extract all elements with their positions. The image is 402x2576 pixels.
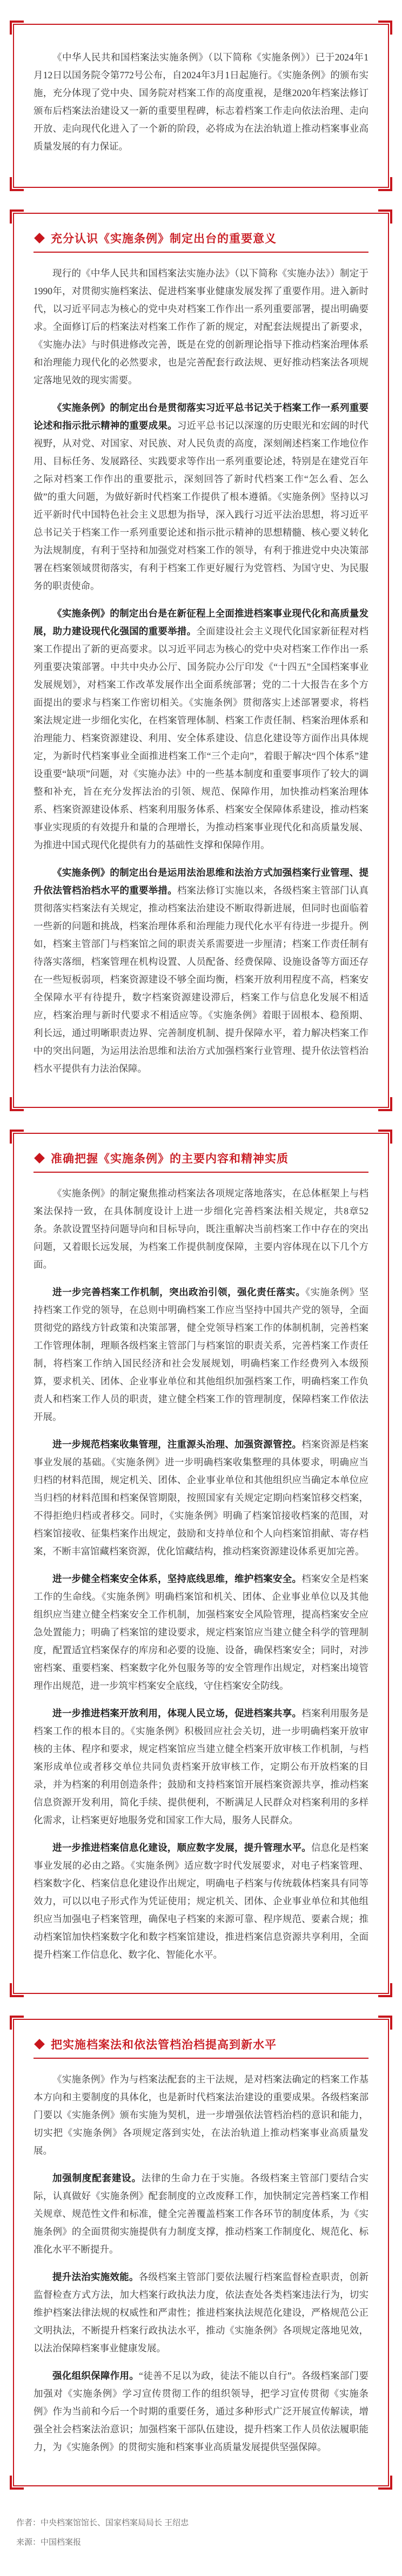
intro-paragraph: 《中华人民共和国档案法实施条例》（以下简称《实施条例》）已于2024年1月12日以国务院令第772号公布，自2024年3月1日起施行。《实施条例》的颁布实施，充分体现了党中央、国务院对档案工作的高度重视，是继2020年档案法修订颁布后档案法治建设又一新的重要里程碑，标志着档案工作走向依法治理、走向开放、走向现代化进入了一个新的阶段，必将成为在法治轨道上推动档案事业高质量发展的有力保证。 — [34, 52, 368, 152]
section-body — [14, 265, 388, 1078]
corner-ornament — [10, 1097, 24, 1111]
paragraph-text: 档案利用服务是档案工作的根本目的。《实施条例》积极回应社会关切，进一步明确档案开放审核的主体、程序和要求，规定档案馆应当建立健全档案开放审核工作机制，与档案形成单位或者移交单位共同负责档案开放审核工作，定期公布开放档案的目录，并为档案的利用创造条件；鼓励和支持档案馆开展档案资源共享，推动档案信息资源开发利用，简化手续、提供便利，不断满足人民群众对档案利用的多样化需求，让档案更好地服务党和国家工作大局，服务人民群众。 — [34, 1708, 368, 1825]
section-body — [14, 2071, 388, 2456]
paragraph-lead: 《实施条例》的制定出台是在新征程上全面推进档案事业现代化和高质量发展，助力建设现代化强国的重要举措。 — [34, 608, 368, 637]
corner-ornament — [10, 1983, 24, 1997]
section-title: 把实施档案法和依法管档治档提高到新水平 — [51, 2039, 277, 2051]
body-paragraph — [34, 864, 368, 1078]
section-title: 充分认识《实施条例》制定出台的重要意义 — [51, 233, 277, 245]
paragraph-text: 档案安全是档案工作的生命线。《实施条例》明确档案馆和机关、团体、企业事业单位以及其他组织应当建立健全档案安全工作机制，加强档案安全风险管理，提高档案安全应急处置能力；明确了档案馆的建设要求，规定档案馆应当建立健全科学的管理制度，配置适宜档案保存的库房和必要的设施、设备，确保档案安全；同时，对涉密档案、重要档案、档案数字化外包服务等的安全管理作出规定，对档案出境管理作出规范，进一步筑牢档案安全底线，守住档案安全防线。 — [34, 1573, 368, 1691]
paragraph-lead: 加强制度配套建设。 — [52, 2173, 142, 2183]
section-frame — [13, 2019, 389, 2486]
section-frame — [13, 1133, 389, 1994]
paragraph-text: 《实施条例》坚持档案工作党的领导，在总则中明确档案工作应当坚持中国共产党的领导，全面贯彻党的路线方针政策和决策部署，健全党领导档案工作的体制机制，完善档案工作管理体制，理顺各级档案主管部门与档案馆的职责关系，完善档案工作责任制，将档案工作纳入国民经济和社会发展规划，明确档案工作经费列入本级预算，要求机关、团体、企业事业单位和其他组织加强档案工作，明确档案工作负责人和档案工作人员的职责，建立健全档案工作的管理制度，保障档案工作依法开展。 — [34, 1287, 368, 1422]
paragraph-lead: 进一步健全档案安全体系，坚持底线思维，维护档案安全。 — [52, 1573, 302, 1584]
paragraph-text: 《实施条例》的制定聚焦推动档案法各项规定落地落实，在总体框架上与档案法保持一致，在具体制度设计上进一步细化完善档案法相关规定，共8章52条。条款设置坚持问题导向和目标导向，既注重解决当前档案工作中存在的突出问题，又着眼长远发展，为档案工作提供制度保障，主要内容体现在以下几个方面。 — [34, 1188, 368, 1270]
corner-ornament — [10, 177, 24, 191]
paragraph-text: “徒善不足以为政，徒法不能以自行”。各级档案部门要加强对《实施条例》学习宣传贯彻工作的组织领导，把学习宣传贯彻《实施条例》作为当前和今后一个时期的重要任务，通过多种形式广泛开展宣传解读，增强全社会档案法治意识；加强档案干部队伍建设，提升档案工作人员依法履职能力，为《实施条例》的贯彻实施和档案事业高质量发展提供坚强保障。 — [34, 2370, 368, 2452]
article-page — [0, 24, 402, 2576]
paragraph-lead: 提升法治实施效能。 — [52, 2271, 139, 2282]
section-body — [14, 1185, 388, 1964]
source-line: 来源：中国档案报 — [16, 2538, 82, 2547]
section-header — [34, 1150, 368, 1173]
body-paragraph — [34, 1570, 368, 1695]
body-paragraph — [34, 1839, 368, 1964]
corner-ornament — [10, 21, 24, 35]
section-header — [34, 230, 368, 253]
paragraph-lead: 《实施条例》的制定出台是贯彻落实习近平总书记关于档案工作一系列重要论述和指示批示精神的重要成果。 — [34, 402, 368, 431]
diamond-bullet-icon — [34, 2039, 45, 2050]
intro-frame — [13, 24, 389, 188]
corner-ornament — [378, 177, 392, 191]
body-paragraph — [34, 399, 368, 595]
paragraph-text: 法律的生命力在于实施。各级档案主管部门要结合实际，认真做好《实施条例》配套制度的立改废释工作，加快制定完善档案工作相关规章、规范性文件和标准，健全完善覆盖档案工作各环节的制度体系，为《实施条例》的全面贯彻实施提供有力制度支撑，推动档案工作制度化、规范化、标准化水平不断提升。 — [34, 2173, 369, 2255]
paragraph-lead: 《实施条例》的制定出台是运用法治思维和法治方式加强档案行业管理、提升依法管档治档水平的重要举措。 — [34, 867, 368, 896]
paragraph-text: 各级档案主管部门要依法履行档案监督检查职责，创新监督检查方式方法，加大档案行政执法力度，依法查处各类档案违法行为，切实维护档案法律法规的权威性和严肃性；推进档案执法规范化建设，严格规范公正文明执法，不断提升档案行政执法水平，推动《实施条例》各项规定落地见效，以法治保障档案事业健康发展。 — [34, 2271, 368, 2354]
section-frame — [13, 213, 389, 1108]
paragraph-lead: 进一步完善档案工作机制，突出政治引领，强化责任落实。 — [52, 1287, 306, 1297]
body-paragraph — [34, 2169, 368, 2259]
paragraph-text: 信息化是档案事业发展的必由之路。《实施条例》适应数字时代发展要求，对电子档案管理、档案数字化、档案信息化建设作出规定，明确电子档案与传统载体档案具有同等效力，可以以电子形式作为凭证使用；规定机关、团体、企业事业单位和其他组织应当加强电子档案管理，确保电子档案的来源可靠、程序规范、要素合规；推动档案馆加快档案数字化和数字档案馆建设，推进档案信息资源共享利用，全面提升档案工作信息化、数字化、智能化水平。 — [34, 1842, 368, 1960]
sections-container — [0, 213, 402, 2486]
body-paragraph — [34, 1283, 368, 1426]
corner-ornament — [378, 1983, 392, 1997]
article-footer — [16, 2516, 386, 2576]
diamond-bullet-icon — [34, 1153, 45, 1164]
corner-ornament — [10, 209, 24, 224]
body-paragraph — [34, 2071, 368, 2160]
corner-ornament — [378, 1097, 392, 1111]
section-header — [34, 2036, 368, 2059]
paragraph-lead: 进一步推进档案信息化建设，顺应数字发展，提升管理水平。 — [52, 1842, 311, 1853]
body-paragraph — [34, 605, 368, 854]
body-paragraph — [34, 2268, 368, 2357]
body-paragraph — [34, 2367, 368, 2456]
corner-ornament — [10, 2476, 24, 2490]
paragraph-text: 《实施条例》作为与档案法配套的主干法规，是对档案法确定的档案工作基本方向和主要制度的具体化，也是新时代档案法治建设的重要成果。各级档案部门要以《实施条例》颁布实施为契机，进一步增强依法管档治档的意识和能力，切实把《实施条例》各项规定落到实处，在法治轨道上推动档案事业高质量发展。 — [34, 2074, 368, 2156]
paragraph-lead: 进一步推进档案开放利用，体现人民立场，促进档案共享。 — [52, 1708, 302, 1719]
paragraph-lead: 进一步规范档案收集管理，注重源头治理、加强资源管控。 — [52, 1439, 302, 1450]
corner-ornament — [378, 21, 392, 35]
paragraph-text: 档案法修订实施以来，各级档案主管部门认真贯彻落实档案法有关规定，推动档案法治建设不断取得新进展，但同时也面临着一些新的问题和挑战，档案治理体系和治理能力现代化水平有待进一步提升。例如，档案主管部门与档案馆之间的职责关系需要进一步厘清；档案工作责任制有待落实落细，档案管理在机构设置、人员配备、经费保障、设施设备等方面还存在一些短板弱项，档案资源建设不够全面均衡，档案开放利用程度不高，档案安全保障水平有待提升，数字档案资源建设滞后，档案工作与信息化发展不相适应，档案治理与新时代要求不相适应等。《实施条例》着眼于固根本、稳预期、利长远，通过明晰职责边界、完善制度机制、提升保障水平，着力解决档案工作中的突出问题，为运用法治思维和法治方式加强档案行业管理、提升依法管档治档水平提供有力法治保障。 — [34, 885, 369, 1074]
corner-ornament — [378, 209, 392, 224]
author-line: 作者：中央档案馆馆长、国家档案局局长 王绍忠 — [16, 2518, 189, 2527]
paragraph-lead: 强化组织保障作用。 — [52, 2370, 139, 2381]
corner-ornament — [378, 2476, 392, 2490]
body-paragraph — [34, 1185, 368, 1274]
corner-ornament — [378, 1130, 392, 1144]
body-paragraph — [34, 265, 368, 389]
corner-ornament — [10, 2016, 24, 2030]
paragraph-text: 档案资源是档案事业发展的基础。《实施条例》进一步明确档案收集整理的具体要求，明确应当归档的材料范围，规定机关、团体、企业事业单位和其他组织应当确定本单位应当归档的材料范围和档案保管期限，按照国家有关规定定期向档案馆移交档案，不得拒绝归档或者移交。同时，《实施条例》明确了档案馆接收档案的范围，对档案馆接收、征集档案作出规定，鼓励和支持单位和个人向档案馆捐献、寄存档案，不断丰富馆藏档案资源，优化馆藏结构，推动档案资源建设体系更加完善。 — [34, 1439, 368, 1557]
paragraph-text: 全面建设社会主义现代化国家新征程对档案工作提出了新的更高要求。以习近平同志为核心的党中央对档案工作作出一系列重要决策部署。中共中央办公厅、国务院办公厅印发《“十四五”全国档案事业发展规划》，对档案工作改革发展作出全面系统部署；党的二十大报告在多个方面提出的要求与档案工作密切相关。《实施条例》贯彻落实上述部署要求，将档案法规定进一步细化实化，在档案管理体制、档案工作责任制、档案治理体系和治理能力、档案资源建设、利用、安全体系建设、信息化建设等方面作出具体规定，为新时代档案事业全面推进档案工作“三个走向”，着眼于解决“四个体系”建设重要“缺项”问题，对《实施办法》中的一些基本制度和重要事项作了较大的调整和补充，旨在充分发挥法治的引领、规范、保障作用，加快推动档案治理体系、档案资源建设体系、档案利用服务体系、档案安全保障体系建设，推动档案事业实现质的有效提升和量的合理增长，为推动档案事业现代化和高质量发展、为推进中国式现代化提供有力的基础性支撑和保障作用。 — [34, 626, 368, 850]
corner-ornament — [10, 1130, 24, 1144]
paragraph-text: 习近平总书记以深邃的历史眼光和宏阔的时代视野，从对党、对国家、对民族、对人民负责的高度，深刻阐述档案工作地位作用、目标任务、发展路径、实践要求等作出一系列重要论述，特别是在建党百年之际对档案工作作出的重要批示，深刻回答了新时代档案工作“怎么看、怎么做”的重大问题，为做好新时代档案工作提供了根本遵循。《实施条例》坚持以习近平新时代中国特色社会主义思想为指导，深入践行习近平法治思想，将习近平总书记关于档案工作一系列重要论述和指示批示精神的思想精髓、核心要义转化为法规制度，有利于坚持和加强党对档案工作的领导，有利于推进党中央决策部署在档案领域贯彻落实，有利于档案工作更好履行为党管档、为国守史、为民服务的职责使命。 — [34, 420, 369, 591]
section-title: 准确把握《实施条例》的主要内容和精神实质 — [51, 1153, 289, 1165]
corner-ornament — [378, 2016, 392, 2030]
paragraph-text: 现行的《中华人民共和国档案法实施办法》（以下简称《实施办法》）制定于1990年，对贯彻实施档案法、促进档案事业健康发展发挥了重要作用。进入新时代，以习近平同志为核心的党中央对档案工作作出一系列重要部署，提出明确要求。全面修订后的档案法对档案工作作了新的规定，对配套法规提出了新要求，《实施办法》与时俱进修改完善，既是在党的创新理论指导下推动档案治理体系和治理能力现代化的必然要求，也是完善配套行政法规、更好推动档案法各项规定落地见效的现实需要。 — [34, 268, 368, 386]
body-paragraph — [34, 1436, 368, 1560]
diamond-bullet-icon — [34, 233, 45, 244]
body-paragraph — [34, 1705, 368, 1829]
